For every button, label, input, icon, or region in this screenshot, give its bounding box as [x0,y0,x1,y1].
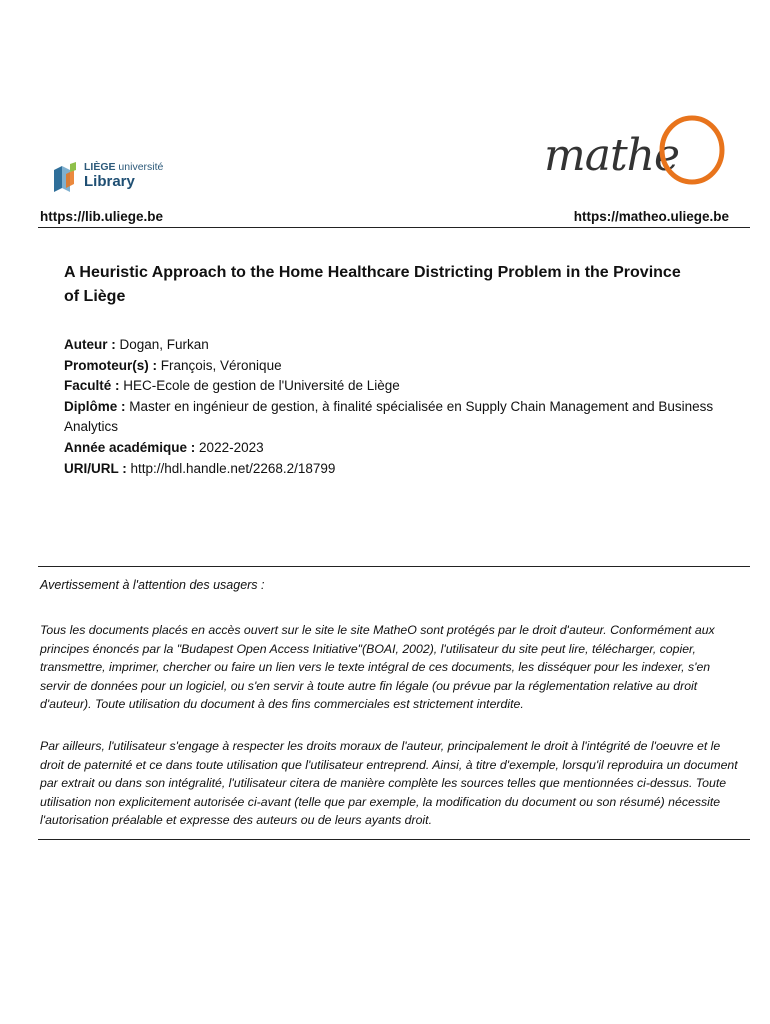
notice-title: Avertissement à l'attention des usagers : [40,578,265,592]
matheo-logo [540,112,730,192]
matheo-logo-text: mathe [544,130,680,181]
notice-paragraph-1: Tous les documents placés en accès ouvert sur le site le site MatheO sont protégés par le droit d'auteur. Conformément aux principes énoncés par la "Budapest Open Access Initiative"(BOAI, 2002), l'utilisateur du site peut lire, télécharger, copier, transmettre, imprimer, chercher ou faire un lien vers le texte intégral de ces documents, les disséquer pour les indexer, s'en servir de données pour un logiciel, ou s'en servir à toute autre fin légale (ou prévue par la réglementation relative au droit d'auteur). Toute utilisation du document à des fins commerciales est strictement interdite. [40,623,715,712]
library-logo-library: Library [84,173,135,190]
document-title: A Heuristic Approach to the Home Healthcare Districting Problem in the Province of Liège [64,264,681,305]
promoter-label: Promoteur(s) : [64,357,158,373]
uri-value[interactable]: http://hdl.handle.net/2268.2/18799 [126,460,336,476]
uri-label: URI/URL : [64,460,127,476]
uri-row [64,459,714,480]
author-row [64,335,714,356]
author-value: Dogan, Furkan [115,337,209,352]
matheo-url[interactable]: https://matheo.uliege.be [573,209,729,224]
notice-top-divider [38,566,750,567]
promoter-value: François, Véronique [157,357,282,373]
degree-row [64,397,714,438]
document-metadata [64,335,714,479]
notice-paragraph-2: Par ailleurs, l'utilisateur s'engage à respecter les droits moraux de l'auteur, principalement le droit à l'intégrité de l'oeuvre et le droit de paternité et ce dans toute utilisation que l'utilisateur entreprend. Ainsi, à titre d'exemple, lorsqu'il reproduira un document par extrait ou dans son intégralité, l'utilisateur citera de manière complète les sources telles que mentionnées ci-dessus. Toute utilisation non explicitement autorisée ci-avant (telle que par exemple, la modification du document ou son résumé) nécessite l'autorisation préalable et expresse des auteurs ou de leurs ayants droit. [40,739,738,828]
header-divider [38,227,750,228]
academic-year-value: 2022-2023 [195,439,264,455]
notice-bottom-divider [38,839,750,840]
author-label: Auteur : [64,337,116,352]
promoter-row [64,356,714,377]
faculty-row [64,376,714,397]
academic-year-label: Année académique : [64,439,196,455]
faculty-value: HEC-Ecole de gestion de l'Université de Liège [119,378,400,394]
library-url[interactable]: https://lib.uliege.be [40,209,164,224]
faculty-label: Faculté : [64,378,120,394]
library-logo-university: LIÈGE université [84,161,164,173]
liege-library-logo [52,160,172,196]
library-mark-icon [52,162,78,192]
degree-label: Diplôme : [64,398,126,414]
degree-value: Master en ingénieur de gestion, à finalité spécialisée en Supply Chain Management and Business Analytics [64,398,714,435]
academic-year-row [64,438,714,459]
